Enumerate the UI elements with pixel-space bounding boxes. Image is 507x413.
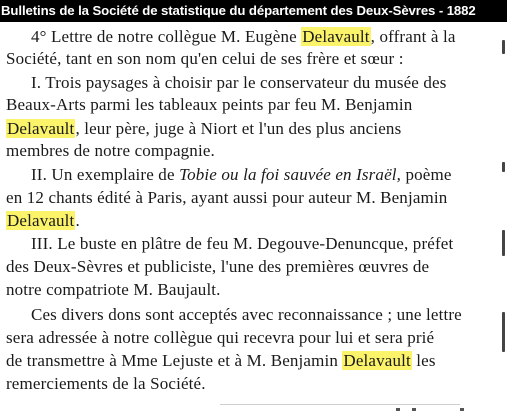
page-gutter bbox=[500, 22, 507, 412]
search-highlight: Delavault bbox=[7, 211, 75, 230]
scan-artifact bbox=[502, 162, 505, 172]
document-page bbox=[0, 22, 500, 412]
text-line: membres de notre compagnie. bbox=[6, 141, 215, 160]
scan-artifact bbox=[412, 408, 416, 411]
text-line: remerciements de la Société. bbox=[6, 374, 206, 393]
text-line: Société, tant en son nom qu'en celui de ses frère et sœur : bbox=[6, 49, 404, 68]
text-line: II. Un exemplaire de Tobie ou la foi sauvée en Israël, poème bbox=[31, 165, 452, 184]
text-line: I. Trois paysages à choisir par le conservateur du musée des bbox=[31, 73, 447, 92]
scan-artifact bbox=[396, 408, 400, 411]
text-line: Delavault, leur père, juge à Niort et l'un des plus anciens bbox=[7, 119, 402, 138]
text-line: Delavault. bbox=[7, 211, 80, 230]
search-highlight: Delavault bbox=[7, 119, 75, 138]
text-line: sera adressée à notre collègue qui recevra pour lui et sera prié bbox=[6, 328, 435, 347]
text-line: III. Le buste en plâtre de feu M. Degouve-Denuncque, préfet bbox=[31, 234, 454, 253]
text-line: notre compatriote M. Baujault. bbox=[6, 280, 221, 299]
search-highlight: Delavault bbox=[343, 351, 411, 370]
scan-artifact bbox=[502, 312, 505, 352]
text-line: en 12 chants édité à Paris, ayant aussi pour auteur M. Benjamin bbox=[6, 188, 448, 207]
text-line: Ces divers dons sont acceptés avec reconnaissance ; une lettre bbox=[31, 305, 462, 324]
search-highlight: Delavault bbox=[302, 27, 370, 46]
scan-artifact bbox=[460, 408, 464, 411]
text-line: 4° Lettre de notre collègue M. Eugène Delavault, offrant à la bbox=[31, 27, 456, 46]
window-title: Bulletins de la Société de statistique du département des Deux-Sèvres - 1882 bbox=[0, 0, 507, 22]
text-line: de transmettre à Mme Lejuste et à M. Benjamin Delavault les bbox=[6, 351, 436, 370]
text-line: des Deux-Sèvres et publiciste, l'une des premières œuvres de bbox=[6, 257, 430, 276]
scan-artifact bbox=[502, 40, 505, 54]
text-line: Beaux-Arts parmi les tableaux peints par feu M. Benjamin bbox=[6, 95, 413, 114]
scan-artifact bbox=[502, 230, 505, 256]
